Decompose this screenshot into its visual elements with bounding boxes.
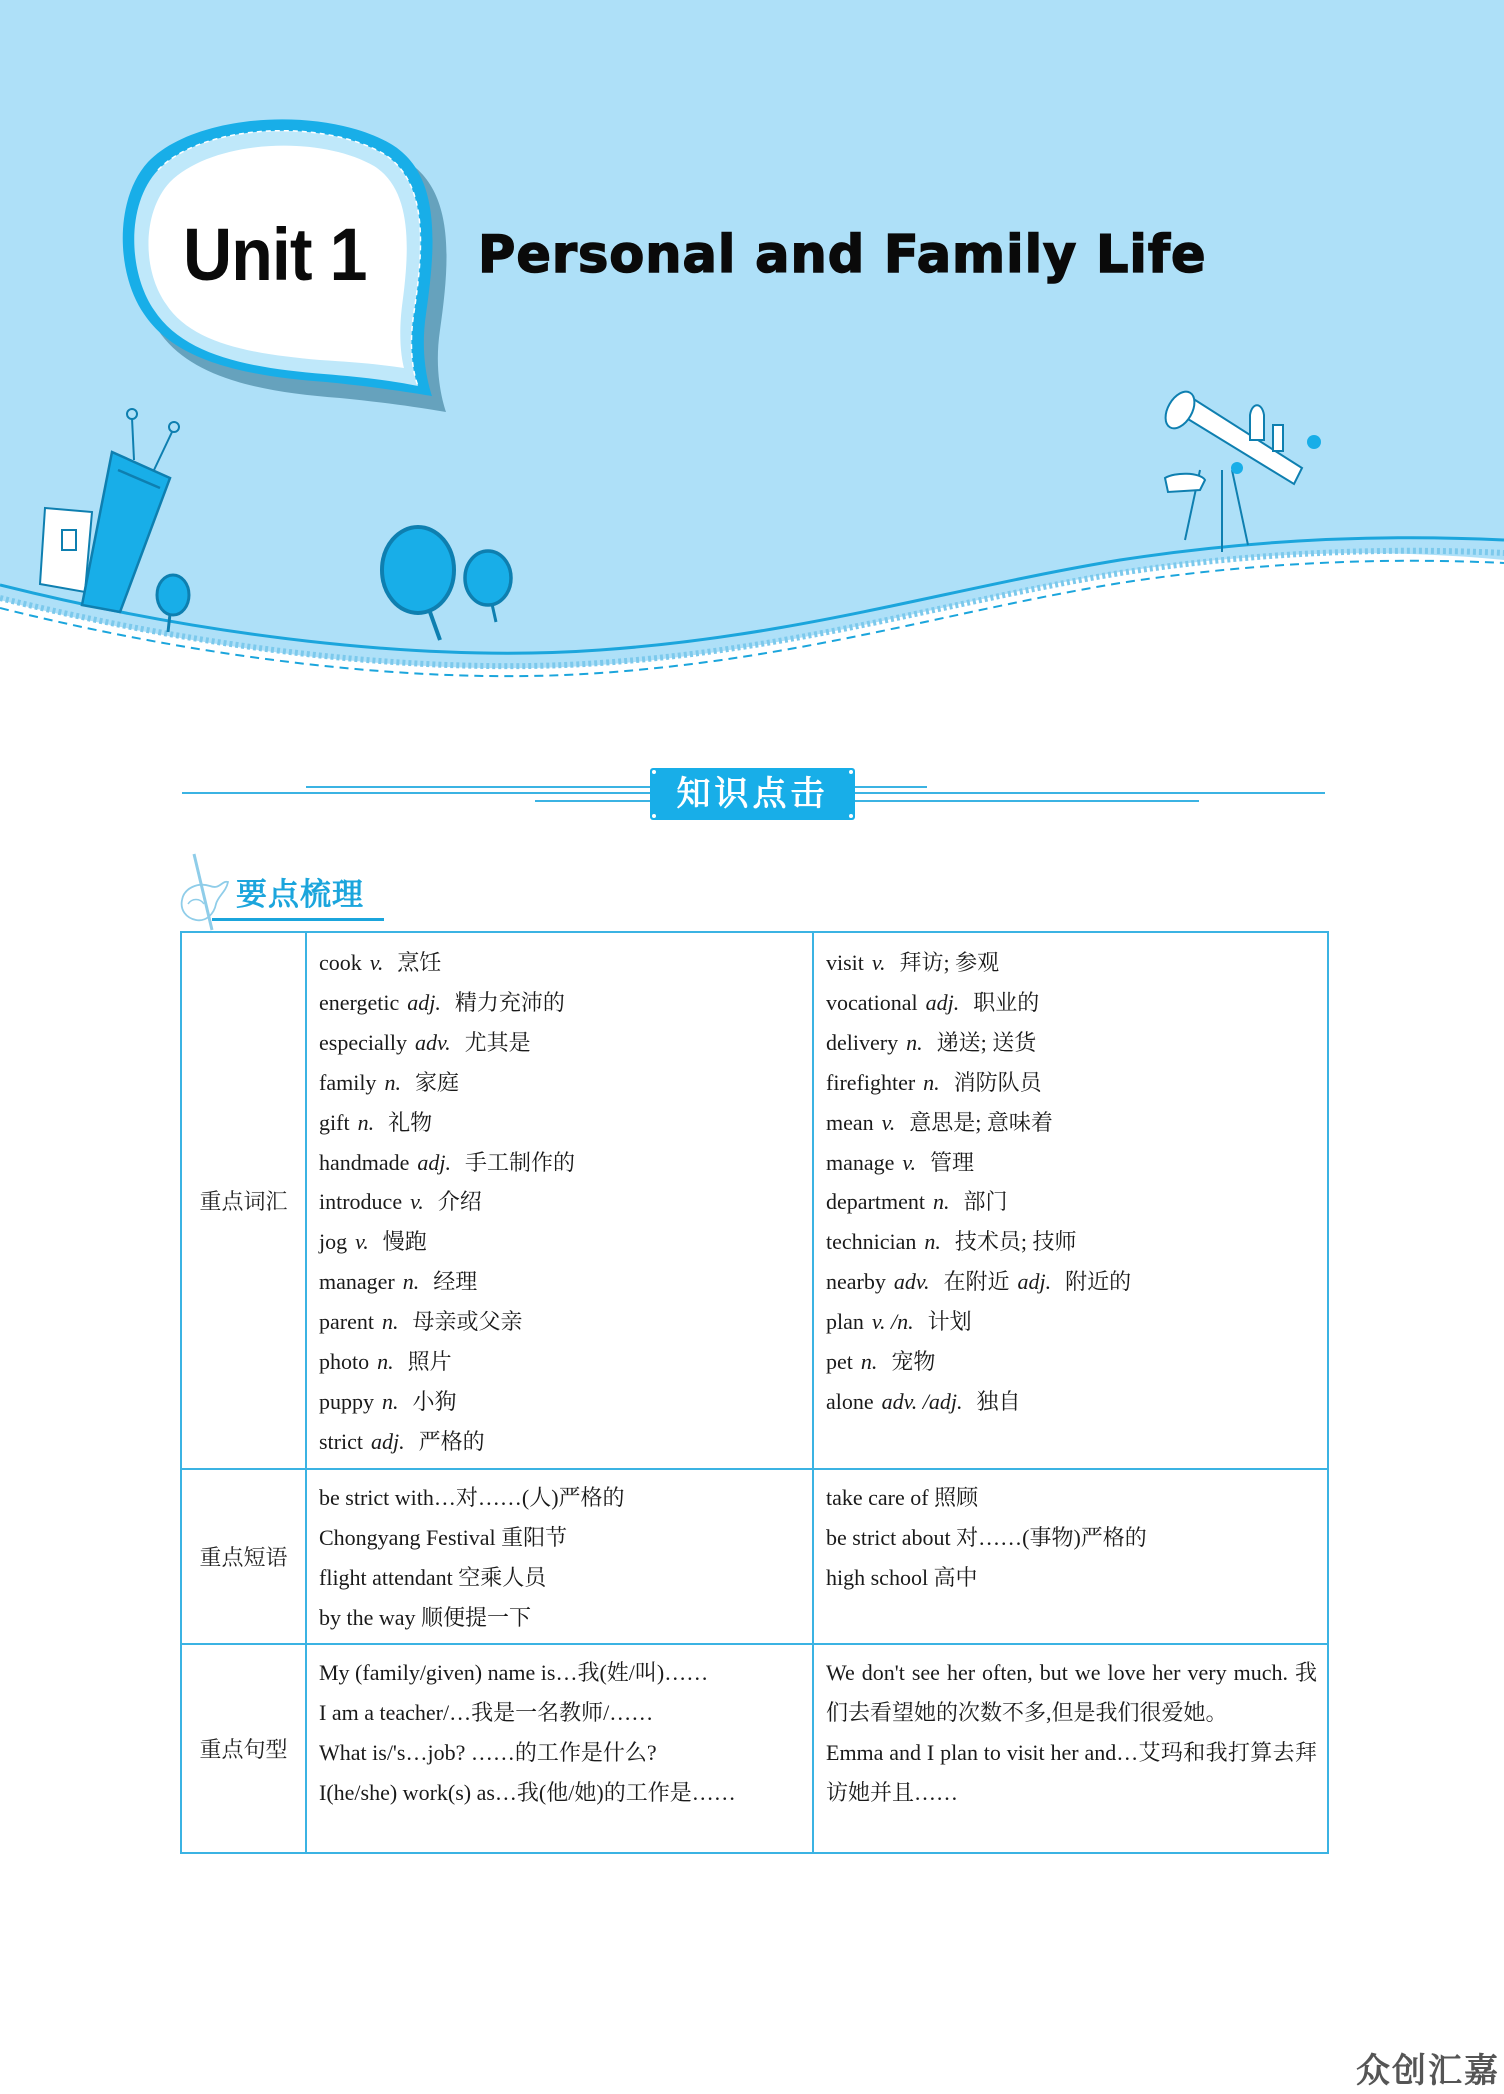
list-item: photo n. 照片 [319,1349,452,1375]
list-item: handmade adj. 手工制作的 [319,1149,576,1175]
category-cell: 重点词汇 [181,932,306,1469]
list-item: jog v. 慢跑 [319,1229,427,1255]
list-item: especially adv. 尤其是 [319,1029,531,1055]
list-item: I(he/she) work(s) as…我(他/她)的工作是…… [319,1780,736,1806]
list-item: nearby adv. 在附近 adj. 附近的 [826,1269,1132,1295]
list-item: firefighter n. 消防队员 [826,1069,1042,1095]
list-item: manage v. 管理 [826,1149,975,1175]
banner-line [853,792,1325,794]
list-item: mean v. 意思是; 意味着 [826,1109,1053,1135]
table-row-vocabulary [181,932,1328,1469]
sub-heading: 要点梳理 [236,877,364,913]
list-item: My (family/given) name is…我(姓/叫)…… [319,1660,709,1686]
list-item: department n. 部门 [826,1189,1008,1215]
list-item: delivery n. 递送; 送货 [826,1029,1037,1055]
watermark: 众创汇嘉 [1356,2051,1500,2091]
list-item: Emma and I plan to visit her and…艾玛和我打算去拜访她并且…… [826,1740,1317,1806]
list-item: family n. 家庭 [319,1069,459,1095]
key-points-table [180,931,1329,1854]
unit-title: Personal and Family Life [478,225,1207,285]
list-item: visit v. 拜访; 参观 [826,950,1000,975]
list-item: What is/'s…job? ……的工作是什么? [319,1740,657,1766]
list-item: gift n. 礼物 [319,1109,433,1135]
list-item: I am a teacher/…我是一名教师/…… [319,1700,654,1726]
category-cell: 重点短语 [181,1469,306,1645]
list-item: alone adv. /adj. 独自 [826,1388,1021,1414]
list-item: vocational adj. 职业的 [826,989,1040,1015]
list-item: pet n. 宠物 [826,1349,936,1375]
table-row-phrases [181,1469,1328,1645]
list-item: strict adj. 严格的 [319,1428,485,1454]
section-banner-box [650,768,855,820]
list-item: be strict about 对……(事物)严格的 [826,1524,1147,1550]
list-item: introduce v. 介绍 [319,1189,482,1215]
list-item: technician n. 技术员; 技师 [826,1229,1077,1255]
category-cell: 重点句型 [181,1644,306,1853]
banner-line [306,786,652,788]
vocab-right-column [813,932,1328,1469]
banner-line [853,786,927,788]
list-item: puppy n. 小狗 [319,1388,457,1414]
list-item: be strict with…对……(人)严格的 [319,1484,625,1510]
list-item: take care of 照顾 [826,1484,979,1510]
sub-heading-underline [212,918,384,921]
list-item: Chongyang Festival 重阳节 [319,1524,568,1550]
list-item: plan v. /n. 计划 [826,1309,972,1335]
phrases-right-column [813,1469,1328,1645]
phrases-left-column [306,1469,813,1645]
banner-line [182,792,652,794]
list-item: energetic adj. 精力充沛的 [319,989,565,1015]
list-item: We don't see her often, but we love her very much. 我们去看望她的次数不多,但是我们很爱她。 [826,1660,1317,1726]
banner-line [853,800,1199,802]
vocab-left-column [306,932,813,1469]
header-illustration [0,0,1504,700]
banner-line [535,800,652,802]
list-item: manager n. 经理 [319,1269,478,1295]
sentences-right-column [813,1644,1328,1853]
table-row-sentences [181,1644,1328,1853]
unit-number: Unit 1 [183,213,367,296]
list-item: cook v. 烹饪 [319,950,442,975]
list-item: flight attendant 空乘人员 [319,1564,547,1590]
list-item: parent n. 母亲或父亲 [319,1309,523,1335]
list-item: by the way 顺便提一下 [319,1604,532,1630]
section-banner-label: 知识点击 [676,774,829,814]
sentences-left-column [306,1644,813,1853]
list-item: high school 高中 [826,1564,978,1590]
